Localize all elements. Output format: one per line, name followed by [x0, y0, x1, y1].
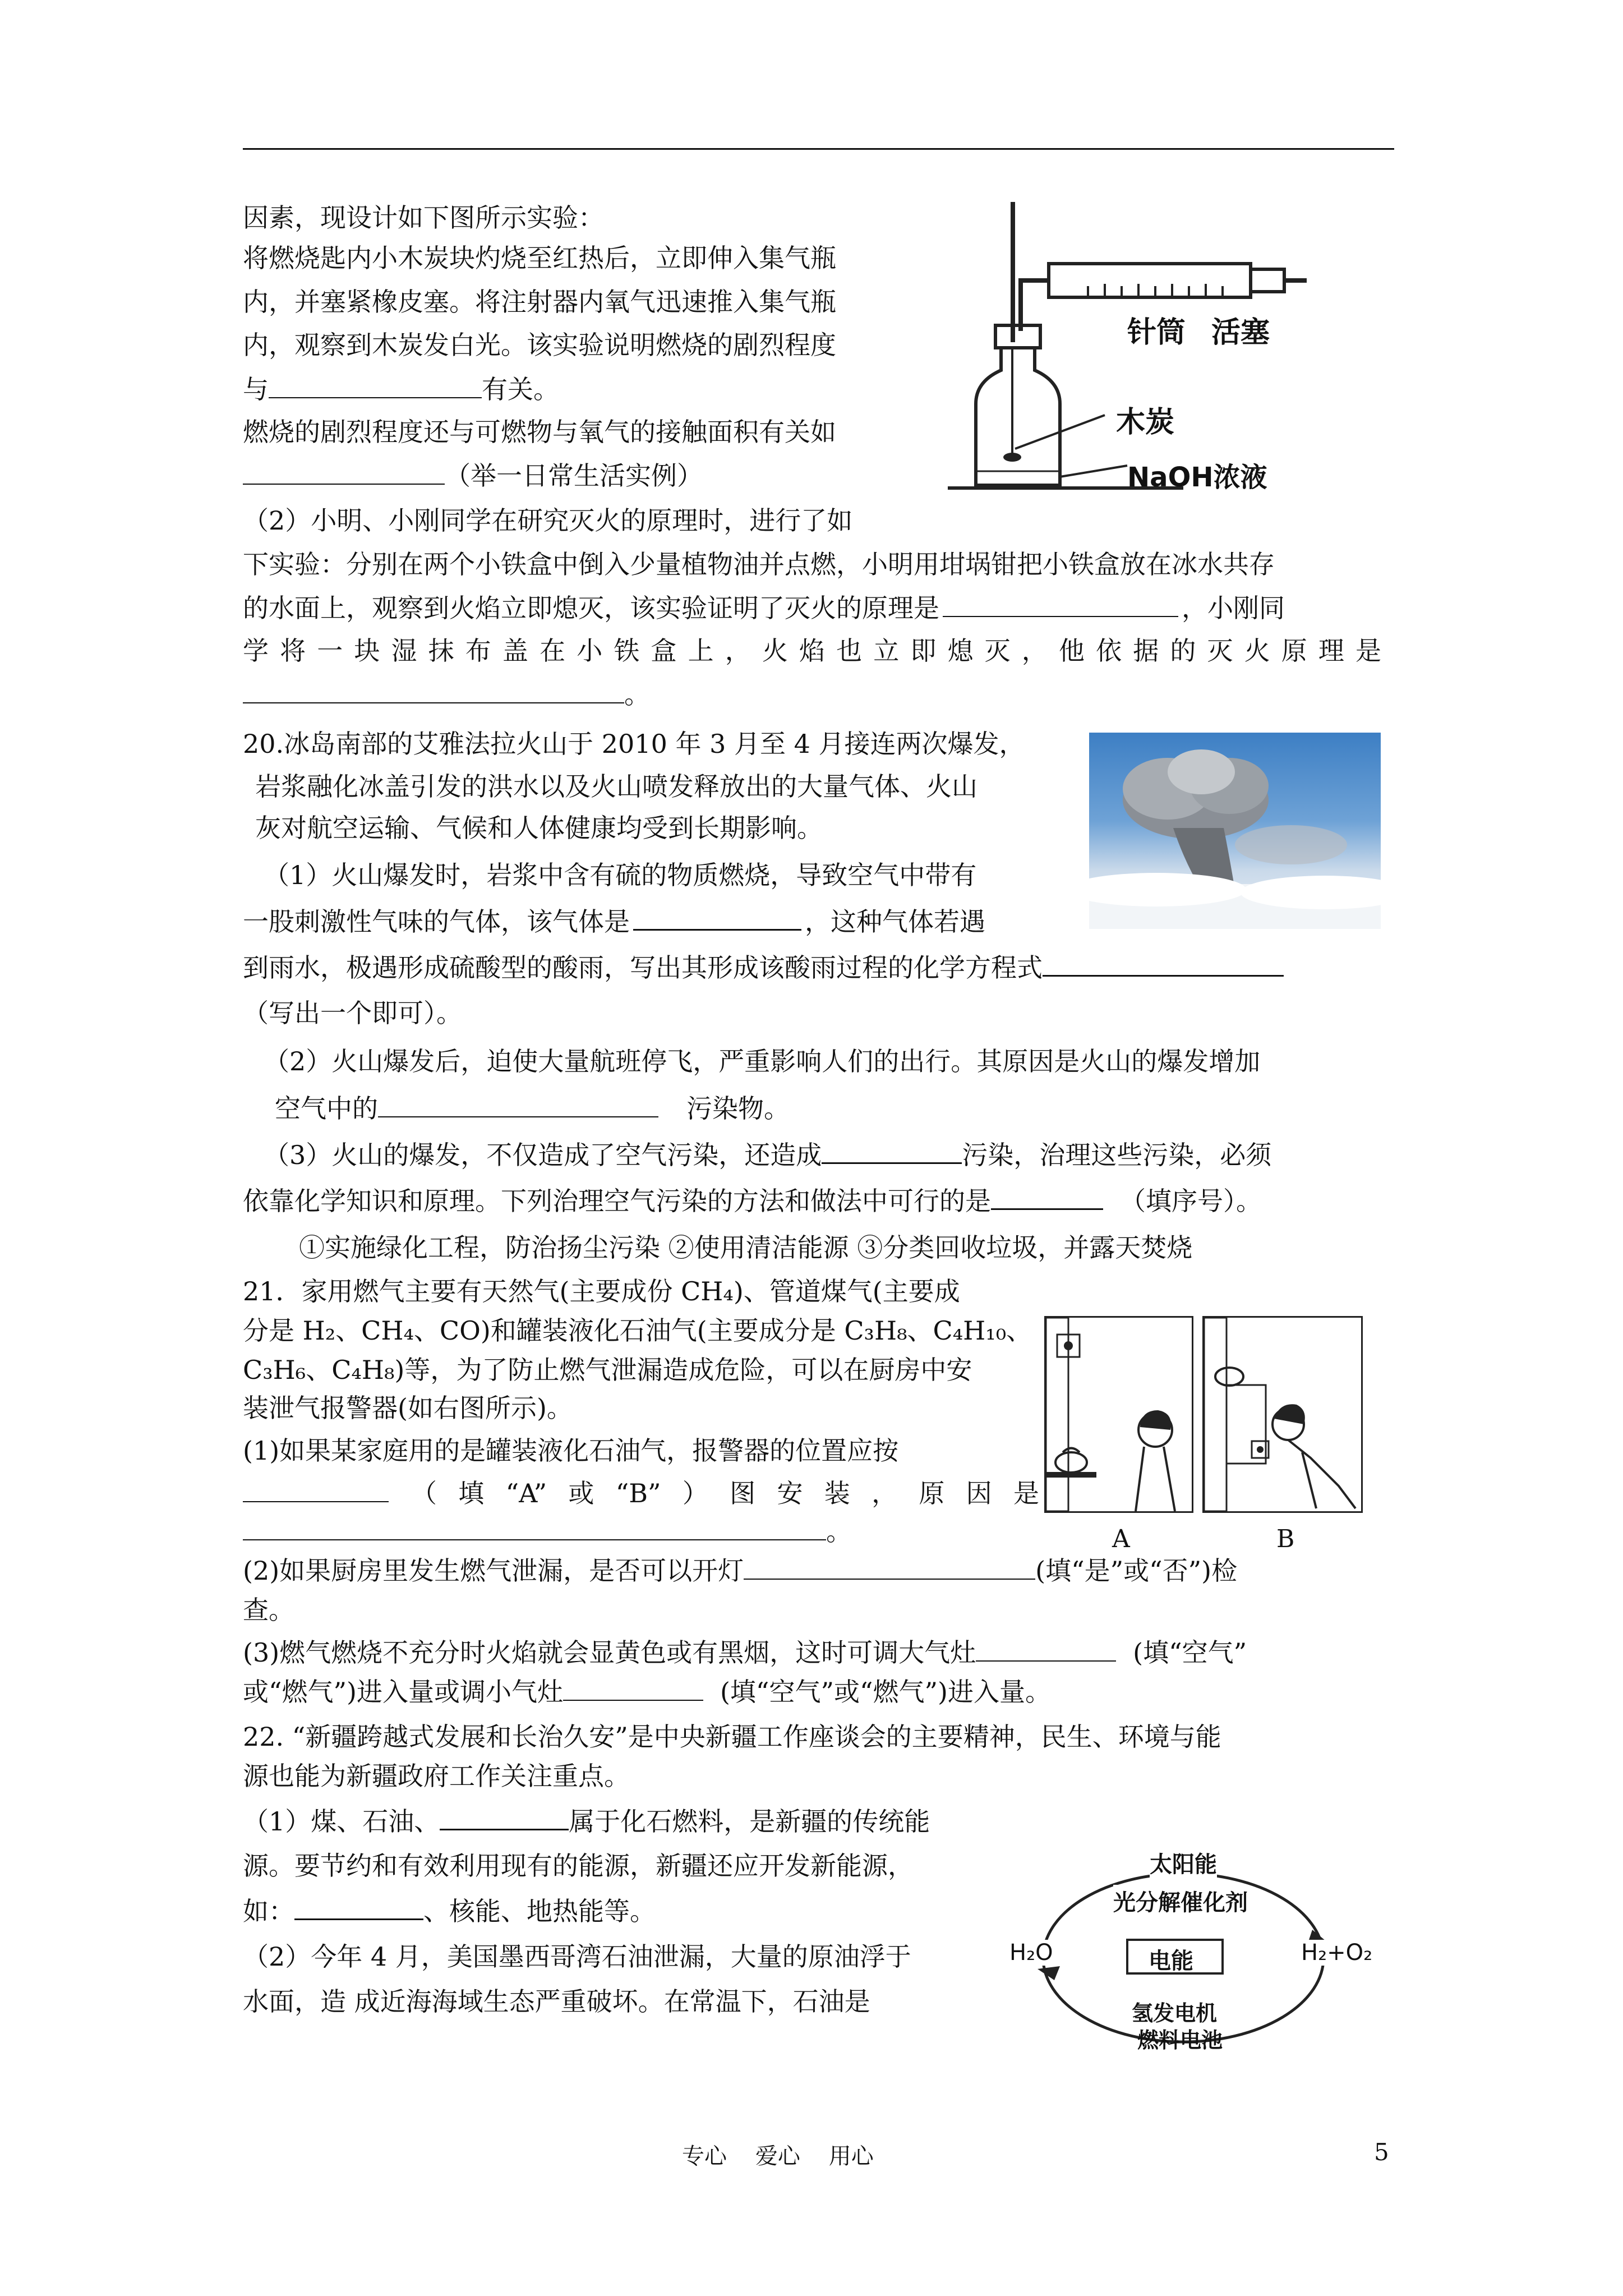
- needle-label: 针筒: [1127, 316, 1186, 349]
- text: 。: [624, 679, 650, 710]
- text: （举一日常生活实例）: [445, 461, 703, 491]
- text: （1）煤、石油、: [243, 1806, 440, 1837]
- q22-line: （2）今年 4 月，美国墨西哥湾石油泄漏，大量的原油浮于: [243, 1941, 911, 1972]
- q20-options: ①实施绿化工程，防治扬尘污染 ②使用清洁能源 ③分类回收垃圾，并露天焚烧: [299, 1232, 1193, 1263]
- q21-line: 装泄气报警器(如右图所示)。: [243, 1393, 573, 1423]
- q22-line: 源。要节约和有效利用现有的能源，新疆还应开发新能源，: [243, 1851, 914, 1881]
- q19-line: 下实验：分别在两个小铁盒中倒入少量植物油并点燃，小明用坩埚钳把小铁盒放在冰水共存: [243, 549, 1275, 579]
- text: 依靠化学知识和原理。下列治理空气污染的方法和做法中可行的是: [243, 1186, 991, 1216]
- q19-line: 内，观察到木炭发白光。该实验说明燃烧的剧烈程度: [243, 330, 836, 360]
- answer-blank[interactable]: [633, 904, 801, 931]
- water-label: H₂O: [1009, 1940, 1053, 1966]
- text: (3)燃气燃烧不充分时火焰就会显黄色或有黑烟，这时可调大气灶: [243, 1637, 976, 1668]
- q19-line: 内，并塞紧橡皮塞。将注射器内氧气迅速推入集气瓶: [243, 287, 836, 317]
- answer-blank[interactable]: [269, 372, 482, 398]
- text: 。: [826, 1516, 852, 1547]
- text: ，这种气体若遇: [805, 907, 985, 937]
- kitchen-figure-a: [1044, 1316, 1193, 1513]
- q19-line: [243, 372, 559, 406]
- hydrogen-generator-label: 氢发电机: [1132, 1996, 1217, 2027]
- q19-line: [243, 678, 650, 711]
- footer-motto: 专心 爱心 用心: [682, 2143, 874, 2169]
- q22-line: 水面，造 成近海海域生态严重破坏。在常温下，石油是: [243, 1986, 870, 2017]
- q20-line: [243, 950, 1284, 984]
- q19-line: （2）小明、小刚同学在研究灭火的原理时，进行了如: [243, 505, 853, 536]
- q22-line: 源也能为新疆政府工作关注重点。: [243, 1761, 630, 1791]
- text: (2)如果厨房里发生燃气泄漏，是否可以开灯: [243, 1556, 744, 1586]
- text: (填“空气”或“燃气”)进入量。: [720, 1677, 1051, 1707]
- q20-line: （1）火山爆发时，岩浆中含有硫的物质燃烧，导致空气中带有: [264, 860, 977, 890]
- text: 污染，治理这些污染，必须: [962, 1140, 1272, 1170]
- electric-energy-label: 电能: [1149, 1948, 1193, 1974]
- q20-line: （写出一个即可）。: [243, 998, 462, 1028]
- answer-blank[interactable]: [976, 1636, 1116, 1662]
- q21-line: [243, 1476, 1039, 1510]
- q20-line: （2）火山爆发后，迫使大量航班停飞，严重影响人们的出行。其原因是火山的爆发增加: [264, 1046, 1261, 1076]
- q21-line: (1)如果某家庭用的是罐装液化石油气，报警器的位置应按: [243, 1435, 899, 1466]
- q22-line: 22. “新疆跨越式发展和长治久安”是中央新疆工作座谈会的主要精神，民生、环境与能: [243, 1722, 1221, 1752]
- answer-blank[interactable]: [1043, 950, 1284, 977]
- q21-line: [243, 1554, 1237, 1588]
- q22-line: [243, 1894, 656, 1928]
- hydrogen-oxygen-label: H₂+O₂: [1301, 1940, 1373, 1966]
- q21-line: [243, 1675, 1051, 1709]
- figure-label-b: B: [1276, 1525, 1295, 1553]
- q20-line: [243, 904, 985, 938]
- q20-line: 岩浆融化冰盖引发的洪水以及火山喷发释放出的大量气体、火山: [255, 771, 978, 802]
- figure-label-a: A: [1112, 1525, 1130, 1553]
- q21-line: [243, 1515, 852, 1548]
- kitchen-a-drawing: [1046, 1318, 1192, 1511]
- text: 一股刺激性气味的气体，该气体是: [243, 907, 630, 937]
- text: 属于化石燃料，是新疆的传统能: [569, 1806, 930, 1837]
- kitchen-b-drawing: [1204, 1318, 1361, 1511]
- naoh-label: NaOH浓液: [1127, 462, 1267, 493]
- q20-line: [243, 1184, 1262, 1218]
- volcano-eruption-photo: [1089, 733, 1381, 929]
- answer-blank[interactable]: [563, 1675, 703, 1701]
- text: ，小刚同: [1182, 593, 1285, 623]
- q19-line: 因素，现设计如下图所示实验：: [243, 203, 604, 233]
- answer-blank[interactable]: [243, 1476, 389, 1502]
- q19-line: 燃烧的剧烈程度还与可燃物与氧气的接触面积有关如: [243, 417, 836, 447]
- q19-line: 将燃烧匙内小木炭块灼烧至红热后，立即伸入集气瓶: [243, 243, 836, 273]
- header-rule: [243, 148, 1394, 150]
- plunger-label: 活塞: [1211, 316, 1270, 349]
- q21-line: 查。: [243, 1595, 294, 1625]
- answer-blank[interactable]: [243, 678, 624, 703]
- volcano-plume-image: [1089, 733, 1381, 929]
- answer-blank[interactable]: [243, 459, 445, 485]
- text: 空气中的: [275, 1093, 378, 1124]
- q19-line: [243, 459, 703, 493]
- solar-energy-label: 太阳能: [1150, 1847, 1217, 1879]
- text: （填序号）。: [1120, 1186, 1262, 1216]
- answer-blank[interactable]: [378, 1092, 658, 1117]
- q21-line: [243, 1636, 1247, 1669]
- kitchen-figure-b: [1202, 1316, 1363, 1513]
- q20-line: [264, 1138, 1271, 1172]
- text: (填“是”或“否”)检: [1035, 1556, 1238, 1586]
- q19-line: 学将一块湿抹布盖在小铁盒上，火焰也立即熄灭，他依据的灭火原理是: [243, 636, 1381, 666]
- text: 如：: [243, 1896, 294, 1926]
- q22-line: [243, 1804, 930, 1838]
- fuel-cell-label: 燃料电池: [1137, 2028, 1223, 2053]
- text: 或“燃气”)进入量或调小气灶: [243, 1677, 563, 1707]
- q20-line: 20.冰岛南部的艾雅法拉火山于 2010 年 3 月至 4 月接连两次爆发，: [243, 729, 1025, 759]
- answer-blank[interactable]: [243, 1515, 826, 1540]
- text: 到雨水，极遇形成硫酸型的酸雨，写出其形成该酸雨过程的化学方程式: [243, 953, 1043, 983]
- catalyst-label: 光分解催化剂: [1113, 1885, 1248, 1917]
- answer-blank[interactable]: [440, 1804, 569, 1830]
- combustion-apparatus-figure: [948, 202, 1329, 505]
- text: (填“空气”: [1133, 1637, 1247, 1668]
- answer-blank[interactable]: [943, 591, 1178, 617]
- hydrogen-cycle-diagram: [1009, 1846, 1380, 2064]
- text: （填“A”或“B”）图安装，原因是: [411, 1478, 1039, 1508]
- q19-line: [243, 591, 1285, 625]
- q20-line: [275, 1092, 790, 1125]
- page-number: 5: [1374, 2138, 1389, 2166]
- text: 、核能、地热能等。: [423, 1896, 656, 1926]
- text: 与: [243, 374, 269, 404]
- q21-line: 分是 H₂、CH₄、CO)和罐装液化石油气(主要成分是 C₃H₈、C₄H₁₀、: [243, 1315, 1032, 1346]
- text: （3）火山的爆发，不仅造成了空气污染，还造成: [264, 1140, 822, 1170]
- answer-blank[interactable]: [991, 1184, 1103, 1210]
- q20-line: 灰对航空运输、气候和人体健康均受到长期影响。: [255, 813, 823, 843]
- answer-blank[interactable]: [744, 1554, 1035, 1580]
- q21-line: C₃H₆、C₄H₈)等，为了防止燃气泄漏造成危险，可以在厨房中安: [243, 1355, 972, 1385]
- answer-blank[interactable]: [822, 1138, 962, 1164]
- text: 有关。: [482, 374, 559, 404]
- answer-blank[interactable]: [294, 1894, 423, 1920]
- text: 污染物。: [686, 1093, 790, 1124]
- text: 的水面上，观察到火焰立即熄灭，该实验证明了灭火的原理是: [243, 593, 939, 623]
- charcoal-label: 木炭: [1116, 406, 1175, 439]
- q21-line: 21．家用燃气主要有天然气(主要成份 CH₄)、管道煤气(主要成: [243, 1276, 960, 1306]
